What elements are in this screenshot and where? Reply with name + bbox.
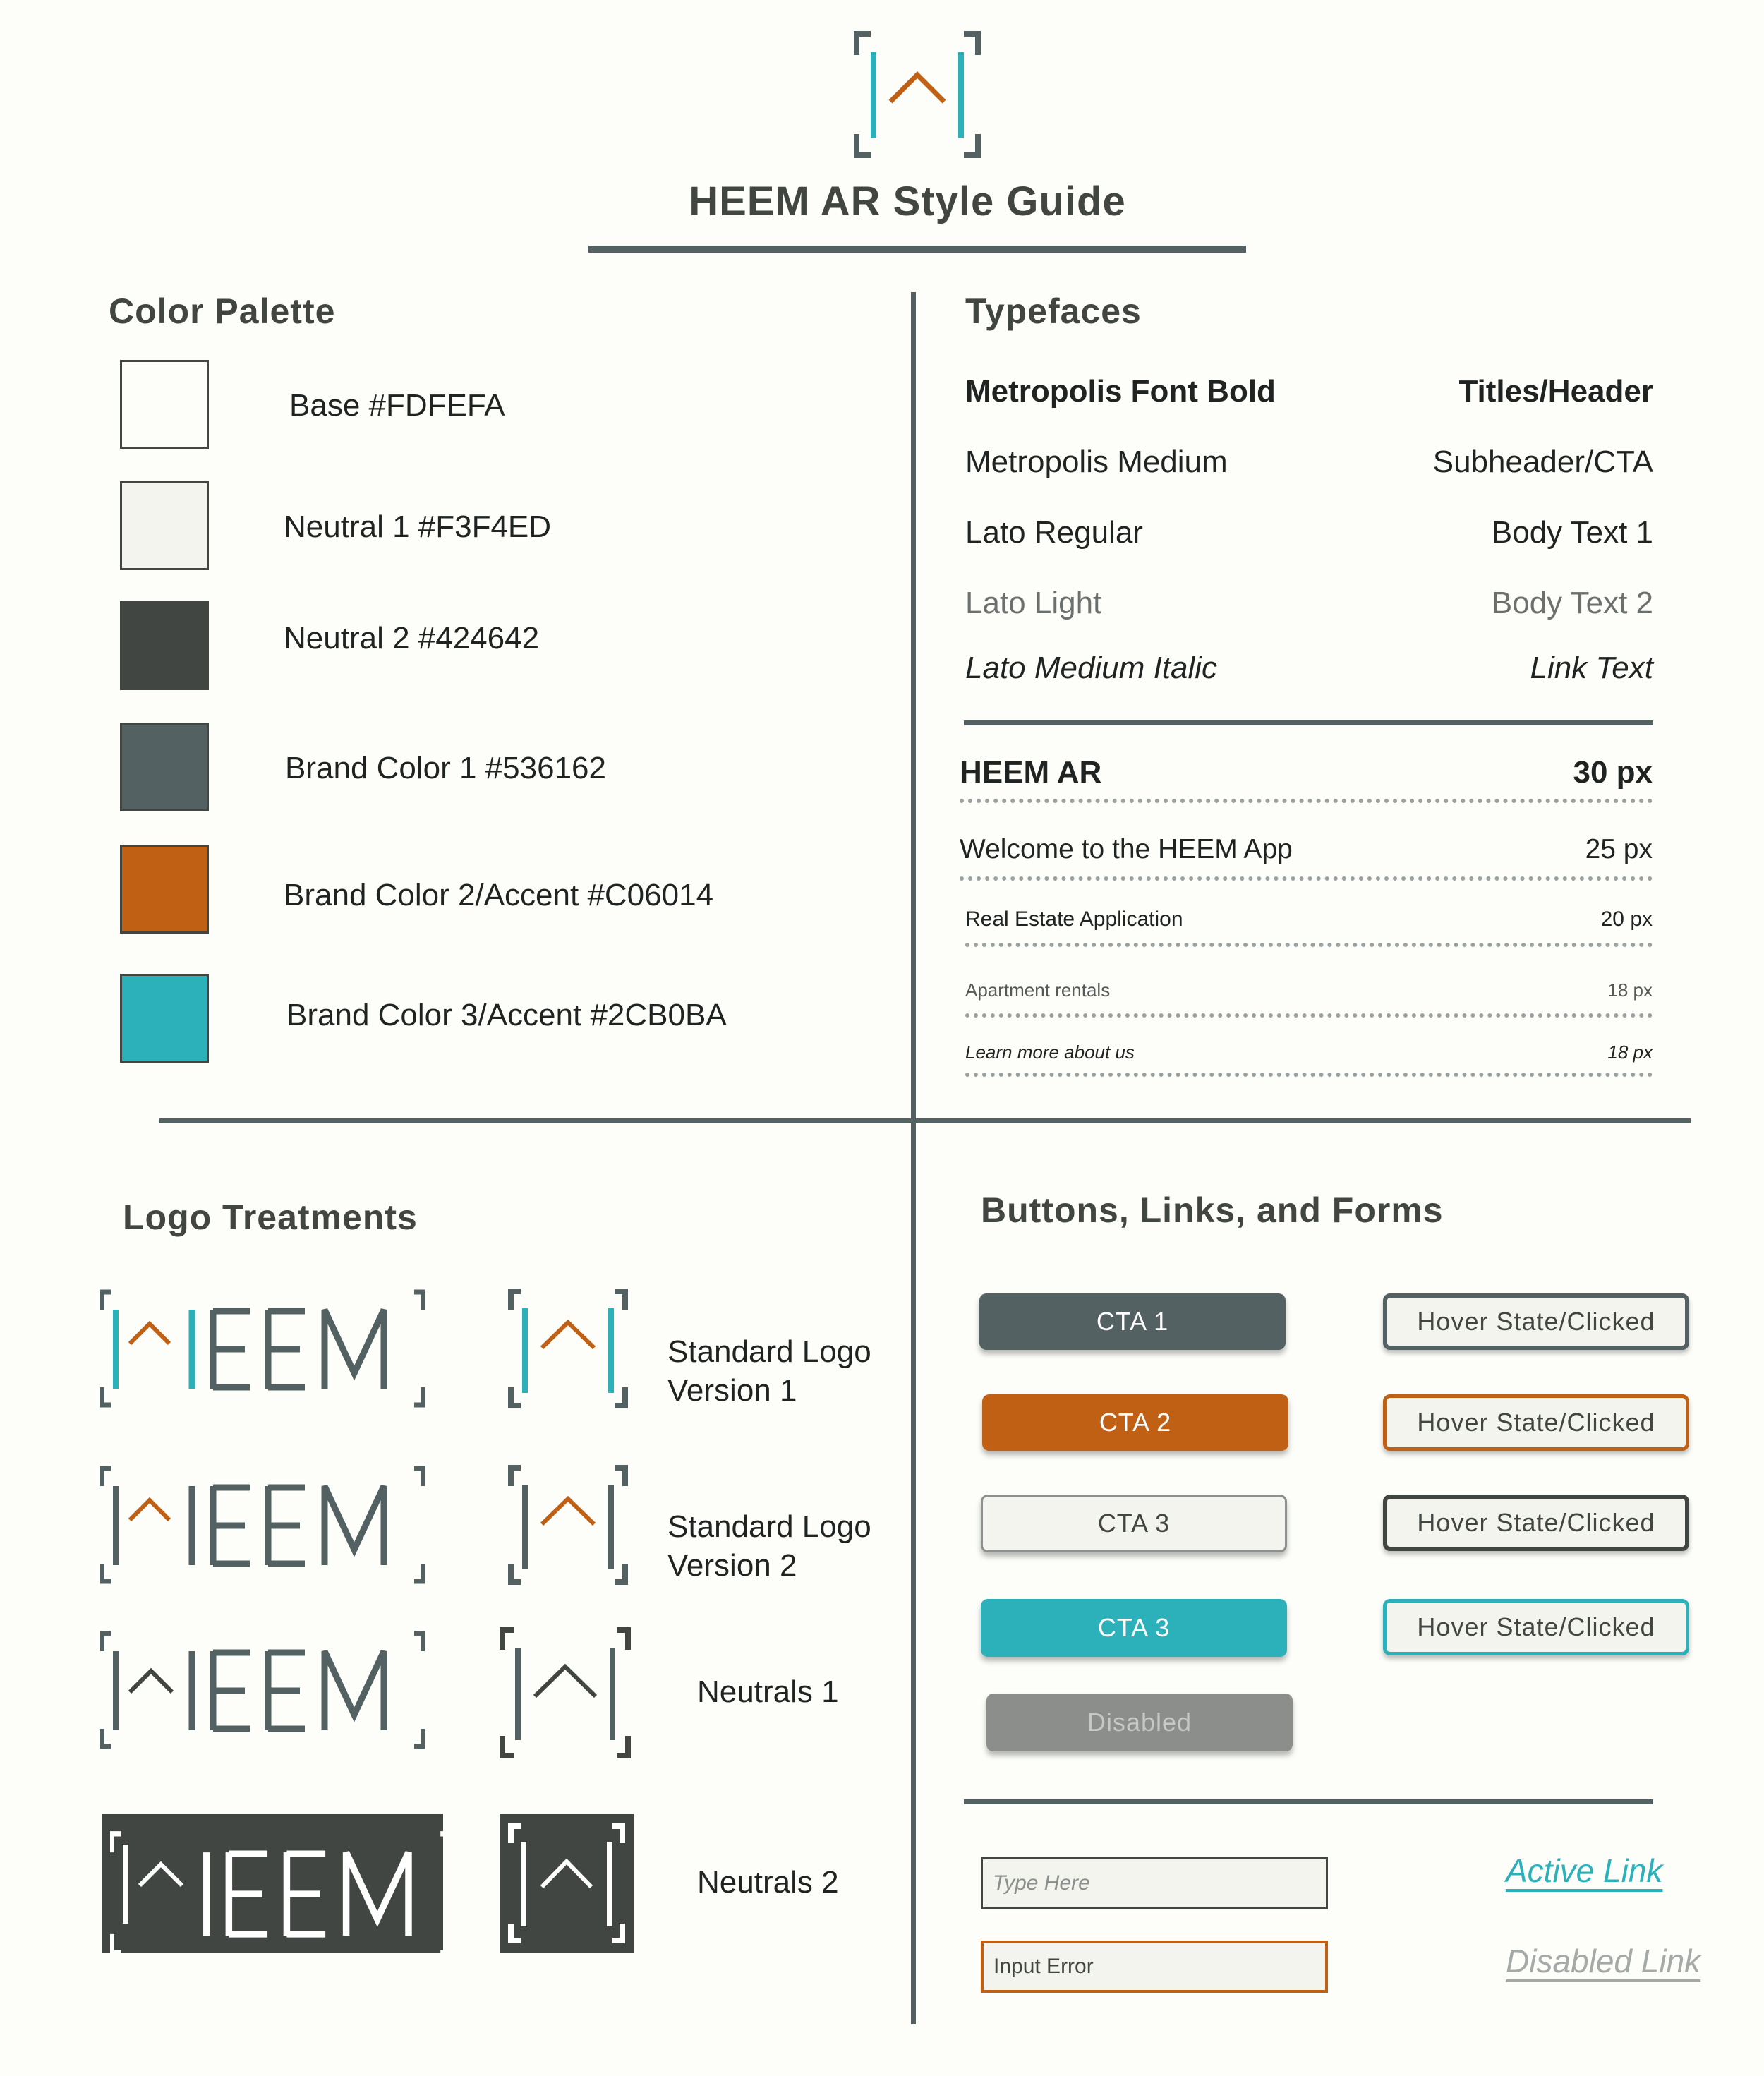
size-sample: Apartment rentals — [965, 979, 1111, 1001]
size-sample: Real Estate Application — [965, 907, 1183, 931]
vertical-divider — [911, 292, 916, 2024]
cta-3-hover-button[interactable]: Hover State/Clicked — [1383, 1495, 1689, 1551]
cta-1-hover-button[interactable]: Hover State/Clicked — [1383, 1293, 1689, 1350]
typeface-use: Titles/Header — [1458, 374, 1653, 409]
typeface-name: Lato Medium Italic — [965, 651, 1218, 685]
heem-wordmark-v1-icon — [97, 1289, 428, 1408]
logo-label-neutral1: Neutrals 1 — [697, 1674, 839, 1709]
swatch-label-brand-3: Brand Color 3/Accent #2CB0BA — [286, 998, 727, 1032]
typeface-name: Metropolis Font Bold — [965, 374, 1276, 409]
typeface-row-light — [965, 586, 1653, 621]
swatch-brand-1 — [120, 723, 209, 811]
horizontal-divider — [159, 1118, 1691, 1123]
size-value: 18 px — [1607, 979, 1653, 1001]
cta-2-hover-button[interactable]: Hover State/Clicked — [1383, 1394, 1689, 1451]
typeface-use: Body Text 2 — [1491, 586, 1653, 620]
heem-mark-neutral2-icon — [500, 1814, 634, 1953]
heem-wordmark-neutral2-icon — [102, 1814, 443, 1953]
size-value: 30 px — [1573, 755, 1653, 790]
logo-label-v2: Standard Logo Version 2 — [667, 1509, 871, 1583]
typeface-row-italic — [965, 651, 1653, 686]
swatch-neutral-2 — [120, 601, 209, 690]
title-divider — [588, 246, 1246, 253]
cta-3-teal-button[interactable]: CTA 3 — [981, 1599, 1287, 1657]
swatch-label-base: Base #FDFEFA — [289, 388, 505, 423]
typeface-name: Metropolis Medium — [965, 445, 1228, 479]
size-value: 25 px — [1585, 834, 1653, 864]
size-row-30 — [960, 755, 1653, 803]
controls-heading: Buttons, Links, and Forms — [981, 1190, 1444, 1230]
swatch-base — [120, 360, 209, 449]
active-link[interactable]: Active Link — [1506, 1852, 1663, 1889]
heem-mark-v1-icon — [508, 1289, 628, 1408]
typeface-use: Subheader/CTA — [1432, 445, 1653, 479]
size-value: 18 px — [1607, 1042, 1653, 1063]
text-input[interactable]: Type Here — [981, 1857, 1328, 1909]
size-row-20 — [965, 907, 1653, 947]
size-sample: Welcome to the HEEM App — [960, 834, 1293, 864]
typeface-use: Body Text 1 — [1491, 515, 1653, 550]
size-sample: HEEM AR — [960, 755, 1102, 790]
input-error-field[interactable]: Input Error — [981, 1941, 1328, 1993]
typeface-use: Link Text — [1530, 651, 1653, 685]
swatch-label-neutral-1: Neutral 1 #F3F4ED — [284, 509, 552, 544]
logo-label-neutral2: Neutrals 2 — [697, 1865, 839, 1900]
typeface-row-bold — [965, 374, 1653, 409]
swatch-label-neutral-2: Neutral 2 #424642 — [284, 621, 540, 656]
typeface-row-medium — [965, 445, 1653, 480]
swatch-neutral-1 — [120, 481, 209, 570]
size-row-18-italic — [965, 1042, 1653, 1077]
heem-mark-v2-icon — [508, 1465, 628, 1585]
size-row-18 — [965, 979, 1653, 1018]
typeface-row-regular — [965, 515, 1653, 550]
swatch-label-brand-1: Brand Color 1 #536162 — [285, 751, 606, 785]
swatch-brand-2 — [120, 845, 209, 934]
swatch-label-brand-2: Brand Color 2/Accent #C06014 — [284, 878, 714, 912]
header-logo-icon — [854, 31, 981, 158]
heem-wordmark-v2-icon — [97, 1465, 428, 1585]
disabled-button: Disabled — [986, 1694, 1293, 1751]
cta-3-teal-hover-button[interactable]: Hover State/Clicked — [1383, 1599, 1689, 1655]
size-sample: Learn more about us — [965, 1042, 1135, 1063]
heem-mark-neutral1-icon — [500, 1627, 631, 1758]
color-palette-heading: Color Palette — [109, 291, 336, 331]
disabled-link: Disabled Link — [1506, 1943, 1701, 1979]
logo-treatments-heading: Logo Treatments — [123, 1197, 418, 1237]
swatch-brand-3 — [120, 974, 209, 1063]
logo-label-v1: Standard Logo Version 1 — [667, 1334, 871, 1408]
heem-wordmark-neutral1-icon — [97, 1630, 428, 1750]
cta-2-button[interactable]: CTA 2 — [982, 1394, 1288, 1451]
cta-1-button[interactable]: CTA 1 — [979, 1293, 1286, 1350]
typefaces-heading: Typefaces — [965, 291, 1142, 331]
cta-3-button[interactable]: CTA 3 — [981, 1495, 1287, 1552]
page-title: HEEM AR Style Guide — [689, 179, 1126, 224]
controls-divider — [964, 1799, 1653, 1804]
size-row-25 — [960, 834, 1653, 881]
size-value: 20 px — [1600, 907, 1653, 931]
typeface-divider — [964, 720, 1653, 725]
typeface-name: Lato Regular — [965, 515, 1143, 550]
typeface-name: Lato Light — [965, 586, 1102, 620]
